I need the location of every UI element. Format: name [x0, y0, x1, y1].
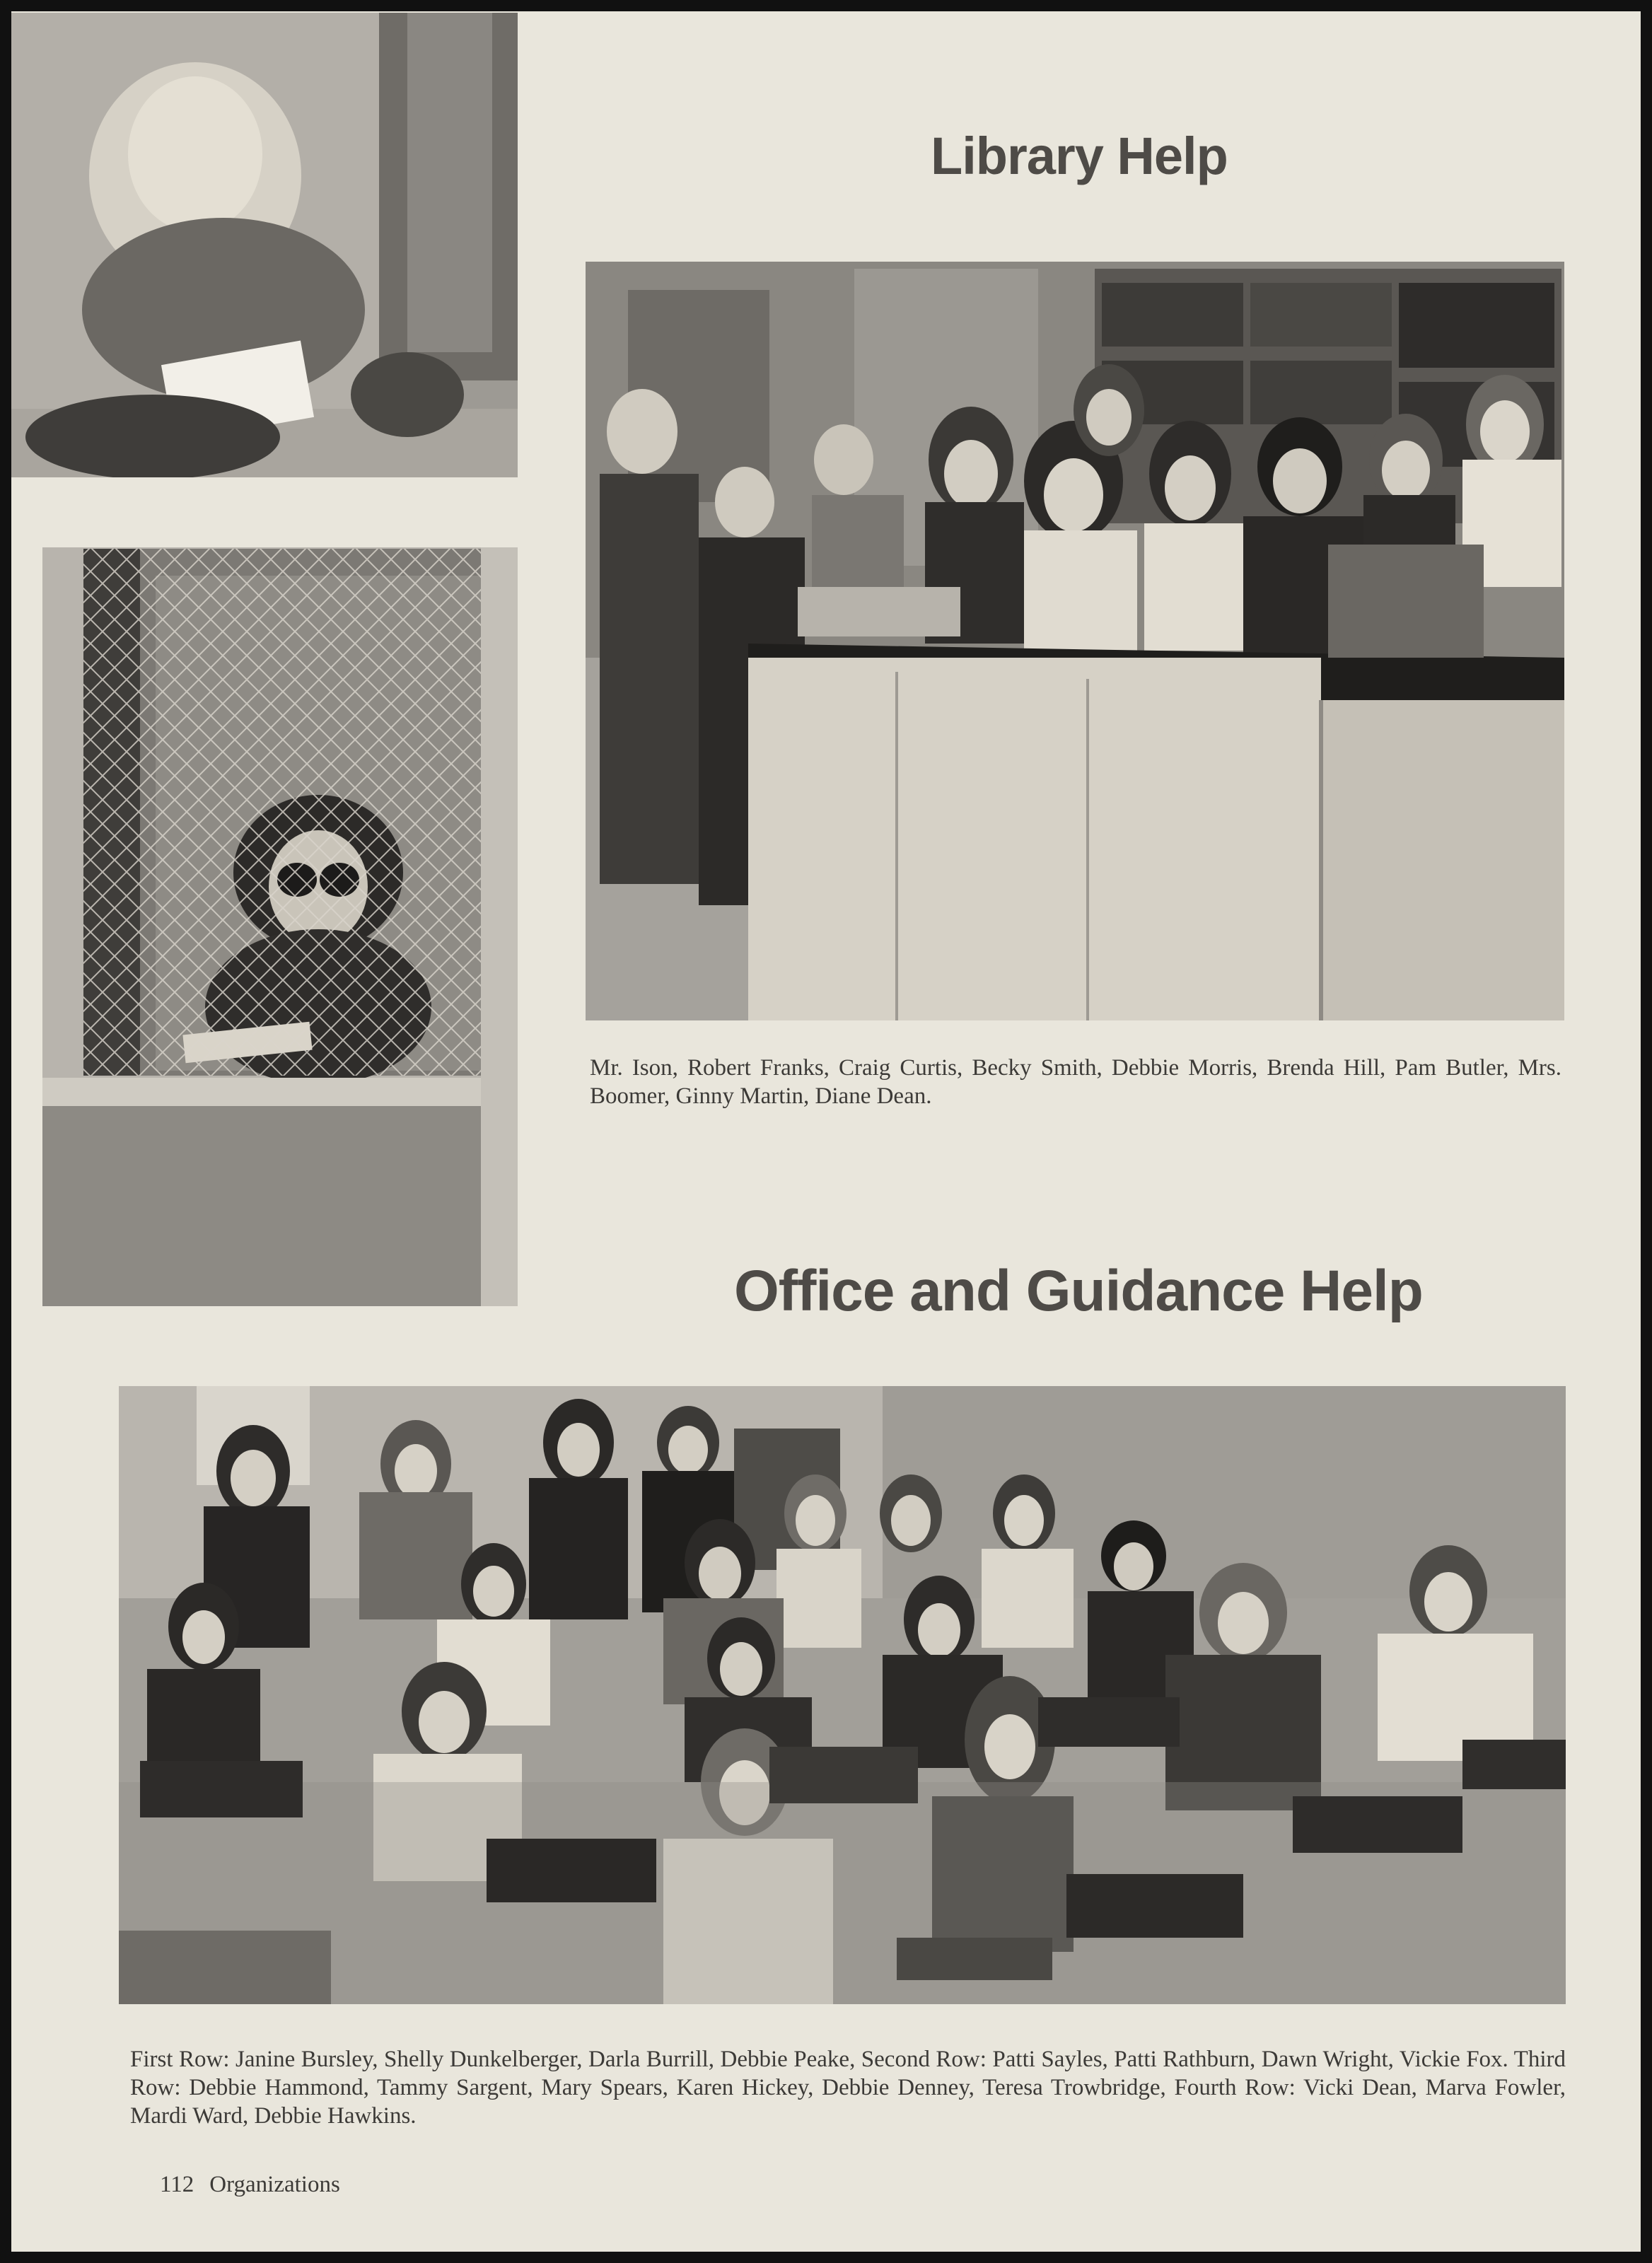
library-help-heading: Library Help	[931, 127, 1228, 185]
office-guidance-help-caption: First Row: Janine Bursley, Shelly Dunkelberger, Darla Burrill, Debbie Peake, Second Row: Patti Sayles, Patti Rathburn, Dawn Wright, Vickie Fox. Third Row: Debbie Hammond, Tammy Sargent, Mary Spears, Karen Hickey, Debbie Denney, Teresa Trowbridge, Fourth Row: Vicki Dean, Marva Fowler, Mardi Ward, Debbie Hawkins.	[130, 2047, 1566, 2129]
page-number: 112	[160, 2172, 194, 2197]
section-name: Organizations	[209, 2172, 340, 2197]
office-guidance-help-heading: Office and Guidance Help	[734, 1259, 1423, 1323]
library-help-group-photo	[586, 262, 1564, 1020]
page-folio	[160, 2172, 340, 2198]
library-help-caption: Mr. Ison, Robert Franks, Craig Curtis, Becky Smith, Debbie Morris, Brenda Hill, Pam Butler, Mrs. Boomer, Ginny Martin, Diane Dean.	[590, 1055, 1561, 1109]
yearbook-page	[11, 11, 1641, 2252]
office-guidance-group-photo	[119, 1386, 1566, 2004]
student-behind-window-photo	[42, 547, 518, 1306]
student-writing-photo	[11, 13, 518, 477]
